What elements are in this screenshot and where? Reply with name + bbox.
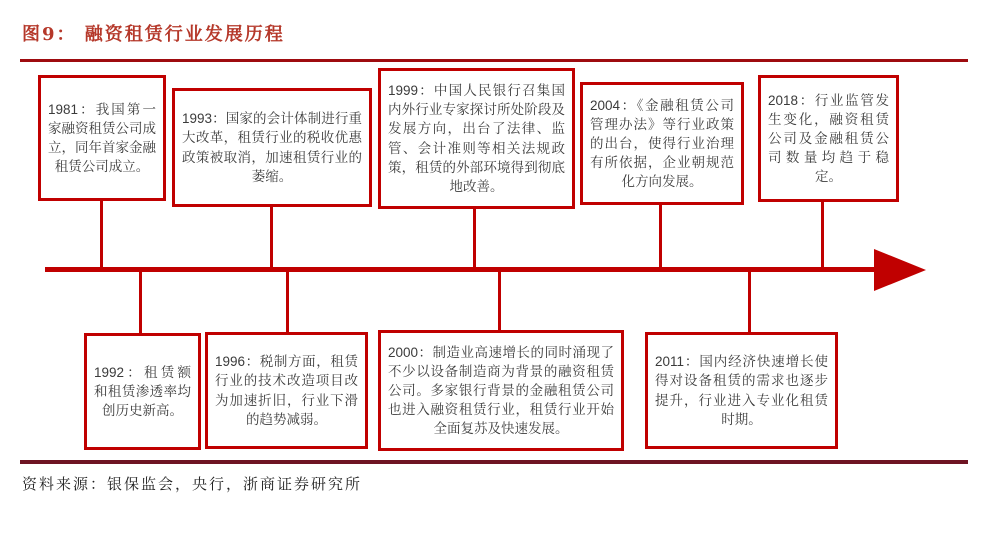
connector-top-1993 (270, 206, 273, 268)
event-text-2018: 2018：行业监管发生变化，融资租赁公司及金融租赁公司数量均趋于稳定。 (768, 92, 889, 185)
event-text-2000: 2000：制造业高速增长的同时涌现了不少以设备制造商为背景的融资租赁公司。多家银行背景的金融租赁公司也进入融资租赁行业，租赁行业开始全面复苏及快速发展。 (388, 344, 614, 437)
timeline-arrowhead-icon (874, 249, 926, 291)
title-divider-line (20, 59, 968, 62)
source-note: 资料来源：银保监会，央行，浙商证券研究所 (22, 475, 363, 493)
event-box-2018 (758, 75, 899, 202)
event-text-1996: 1996：税制方面，租赁行业的技术改造项目改为加速折旧，行业下滑的趋势减弱。 (215, 354, 358, 427)
event-text-2004: 2004：《金融租赁公司管理办法》等行业政策的出台，使得行业治理有所依据，企业朝规范化方向发展。 (590, 97, 734, 190)
event-text-1981: 1981：我国第一家融资租赁公司成立，同年首家金融租赁公司成立。 (48, 101, 156, 175)
connector-bottom-1996 (286, 271, 289, 332)
connector-bottom-2000 (498, 271, 501, 330)
event-text-2011: 2011：国内经济快速增长使得对设备租赁的需求也逐步提升，行业进入专业化租赁时期。 (655, 354, 828, 427)
connector-top-1999 (473, 208, 476, 268)
event-box-2004 (580, 82, 744, 205)
event-box-1996 (205, 332, 368, 449)
connector-bottom-1992 (139, 271, 142, 333)
event-box-2000 (378, 330, 624, 451)
event-box-1993 (172, 88, 372, 207)
connector-top-2004 (659, 204, 662, 268)
event-box-1981 (38, 75, 166, 201)
connector-top-2018 (821, 201, 824, 268)
connector-top-1981 (100, 200, 103, 268)
event-text-1992: 1992：租赁额和租赁渗透率均创历史新高。 (94, 364, 191, 419)
footer-divider-line (20, 460, 968, 464)
event-text-1999: 1999：中国人民银行召集国内外行业专家探讨所处阶段及发展方向，出台了法律、监管、会计准则等相关法规政策，租赁的外部环境得到彻底地改善。 (388, 83, 565, 194)
figure-title: 图9： 融资租赁行业发展历程 (22, 24, 285, 45)
connector-bottom-2011 (748, 271, 751, 332)
event-text-1993: 1993：国家的会计体制进行重大改革，租赁行业的税收优惠政策被取消，加速租赁行业的萎缩。 (182, 111, 362, 184)
event-box-1992 (84, 333, 201, 450)
event-box-2011 (645, 332, 838, 449)
timeline-axis (45, 267, 877, 272)
event-box-1999 (378, 68, 575, 209)
